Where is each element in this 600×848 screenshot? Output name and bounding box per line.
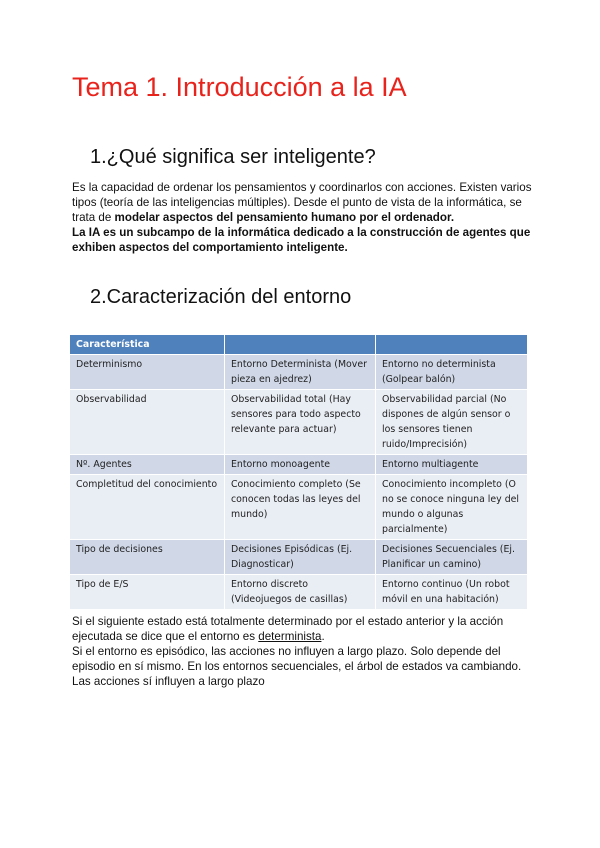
section2-heading: 2.Caracterización del entorno xyxy=(90,286,352,308)
section1-paragraph xyxy=(72,180,532,255)
table-cell: Tipo de E/S xyxy=(70,575,225,610)
table-row xyxy=(70,540,528,575)
body-text: Es la capacidad de ordenar los pensamientos y coordinarlos con acciones. Existen varios tipos (teoría de las inteligencias múltiples). Desde el punto de vista de la informática, se trata de xyxy=(72,181,532,224)
paragraph-determinism xyxy=(72,614,532,644)
table-cell: Decisiones Secuenciales (Ej. Planificar un camino) xyxy=(376,540,528,575)
header-cell: Característica xyxy=(70,335,225,355)
body-text: . xyxy=(321,630,325,643)
table-row xyxy=(70,455,528,475)
table-cell: Observabilidad parcial (No dispones de algún sensor o los sensores tienen ruido/Imprecisión) xyxy=(376,390,528,455)
bold-text: La IA es un subcampo de la informática dedicado a la construcción de agentes que exhiben aspectos del comportamiento inteligente. xyxy=(72,226,531,254)
page-title: Tema 1. Introducción a la IA xyxy=(72,72,407,102)
body-text: Si el siguiente estado está totalmente determinado por el estado anterior y la acción ejecutada se dice que el entorno es xyxy=(72,615,504,643)
table-cell: Decisiones Episódicas (Ej. Diagnosticar) xyxy=(225,540,376,575)
table-cell: Tipo de decisiones xyxy=(70,540,225,575)
table-row xyxy=(70,575,528,610)
table-row xyxy=(70,390,528,455)
table-cell: Entorno continuo (Un robot móvil en una habitación) xyxy=(376,575,528,610)
table-cell: Entorno Determinista (Mover pieza en ajedrez) xyxy=(225,355,376,390)
table-cell: Determinismo xyxy=(70,355,225,390)
table-header-row xyxy=(70,335,528,355)
table-cell: Conocimiento completo (Se conocen todas las leyes del mundo) xyxy=(225,475,376,540)
table-cell: Nº. Agentes xyxy=(70,455,225,475)
table-cell: Completitud del conocimiento xyxy=(70,475,225,540)
table-cell: Entorno no determinista (Golpear balón) xyxy=(376,355,528,390)
table-row xyxy=(70,475,528,540)
table-cell: Observabilidad xyxy=(70,390,225,455)
environment-table xyxy=(69,334,528,610)
table-cell: Entorno monoagente xyxy=(225,455,376,475)
header-cell xyxy=(376,335,528,355)
underlined-term: determinista xyxy=(258,630,322,643)
bold-text: modelar aspectos del pensamiento humano por el ordenador. xyxy=(114,211,455,224)
paragraph-episodic: Si el entorno es episódico, las acciones no influyen a largo plazo. Solo depende del episodio en sí mismo. En los entornos secuenciales, el árbol de estados va cambiando. Las acciones sí influyen a largo plazo xyxy=(72,645,522,688)
header-cell xyxy=(225,335,376,355)
table-cell: Entorno discreto (Videojuegos de casillas) xyxy=(225,575,376,610)
table-cell: Observabilidad total (Hay sensores para todo aspecto relevante para actuar) xyxy=(225,390,376,455)
table-row xyxy=(70,355,528,390)
table-cell: Entorno multiagente xyxy=(376,455,528,475)
table-cell: Conocimiento incompleto (O no se conoce ninguna ley del mundo o algunas parcialmente) xyxy=(376,475,528,540)
section1-heading: 1.¿Qué significa ser inteligente? xyxy=(90,146,376,168)
